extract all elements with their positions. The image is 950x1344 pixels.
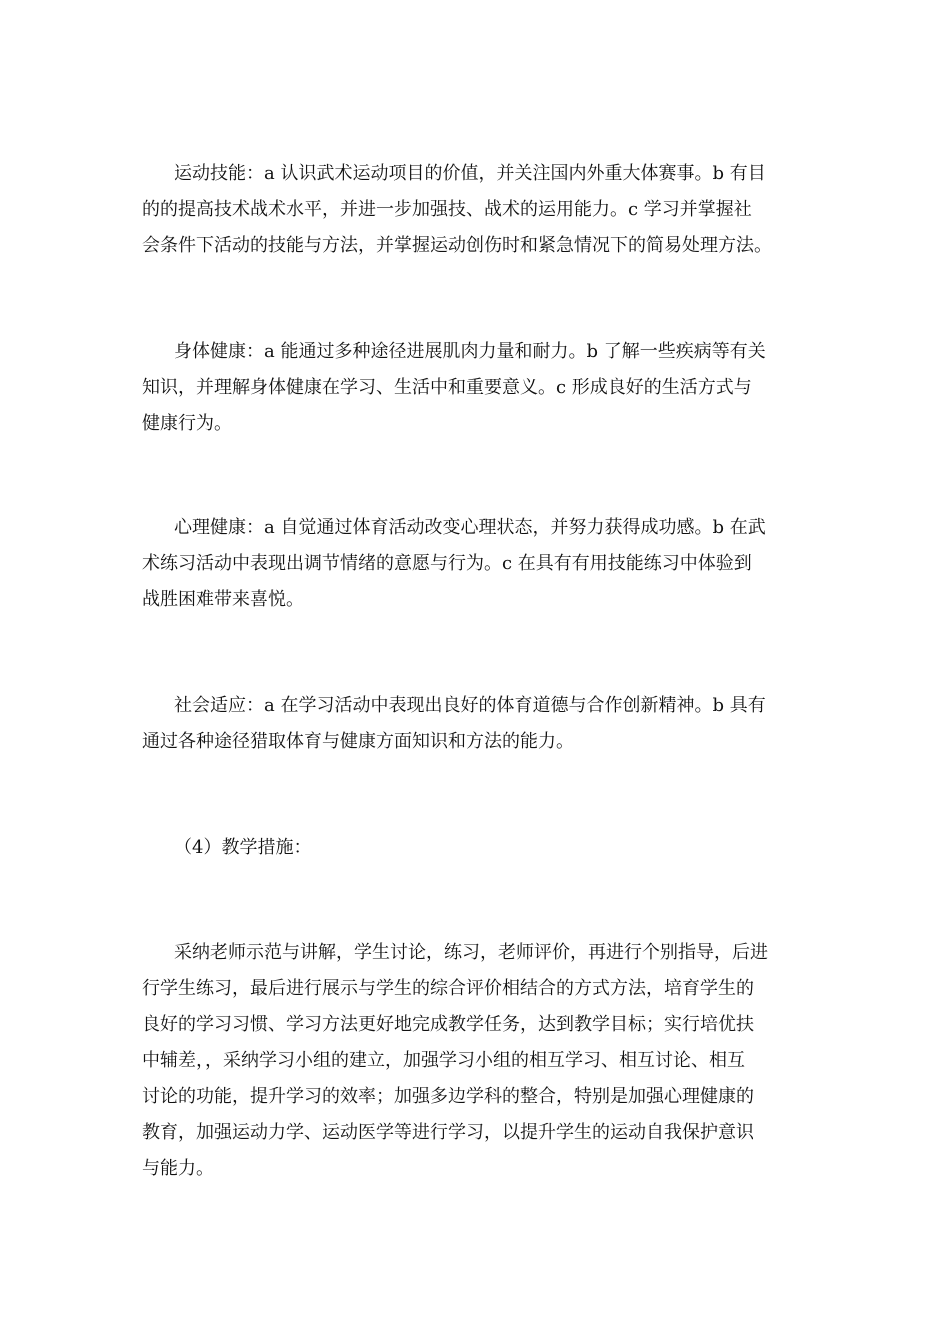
- text-line: 心理健康：a 自觉通过体育活动改变心理状态，并努力获得成功感。b 在武: [174, 517, 766, 538]
- heading-text: （4）教学措施：: [174, 837, 312, 858]
- text-line: 通过各种途径猎取体育与健康方面知识和方法的能力。: [142, 731, 574, 752]
- text-line: 身体健康：a 能通过多种途径进展肌肉力量和耐力。b 了解一些疾病等有关: [174, 341, 766, 362]
- paragraph-motor-skills: [142, 156, 810, 264]
- text-line: 的的提高技术战术水平，并进一步加强技、战术的运用能力。c 学习并掌握社: [142, 199, 752, 220]
- text-line: 术练习活动中表现出调节情绪的意愿与行为。c 在具有有用技能练习中体验到: [142, 553, 752, 574]
- text-line: 采纳老师示范与讲解，学生讨论，练习，老师评价，再进行个别指导，后进: [174, 942, 768, 963]
- paragraph-mental-health: [142, 510, 810, 618]
- paragraph-physical-health: [142, 334, 810, 442]
- text-line: 讨论的功能，提升学习的效率；加强多边学科的整合，特别是加强心理健康的: [142, 1086, 754, 1107]
- text-line: 运动技能：a 认识武术运动项目的价值，并关注国内外重大体赛事。b 有目: [174, 163, 766, 184]
- text-line: 行学生练习，最后进行展示与学生的综合评价相结合的方式方法，培育学生的: [142, 978, 754, 999]
- text-line: 教育，加强运动力学、运动医学等进行学习，以提升学生的运动自我保护意识: [142, 1122, 754, 1143]
- paragraph-teaching-measures: [142, 935, 810, 1187]
- text-line: 健康行为。: [142, 413, 232, 434]
- text-line: 战胜困难带来喜悦。: [142, 589, 304, 610]
- text-line: 社会适应：a 在学习活动中表现出良好的体育道德与合作创新精神。b 具有: [174, 695, 766, 716]
- text-line: 知识，并理解身体健康在学习、生活中和重要意义。c 形成良好的生活方式与: [142, 377, 752, 398]
- paragraph-social-adaptation: [142, 688, 810, 760]
- text-line: 良好的学习习惯、学习方法更好地完成教学任务，达到教学目标；实行培优扶: [142, 1014, 754, 1035]
- text-line: 与能力。: [142, 1158, 214, 1179]
- section-heading-teaching-measures: [142, 830, 810, 866]
- text-line: 中辅差，，采纳学习小组的建立，加强学习小组的相互学习、相互讨论、相互: [142, 1050, 745, 1071]
- text-line: 会条件下活动的技能与方法，并掌握运动创伤时和紧急情况下的简易处理方法。: [142, 235, 772, 256]
